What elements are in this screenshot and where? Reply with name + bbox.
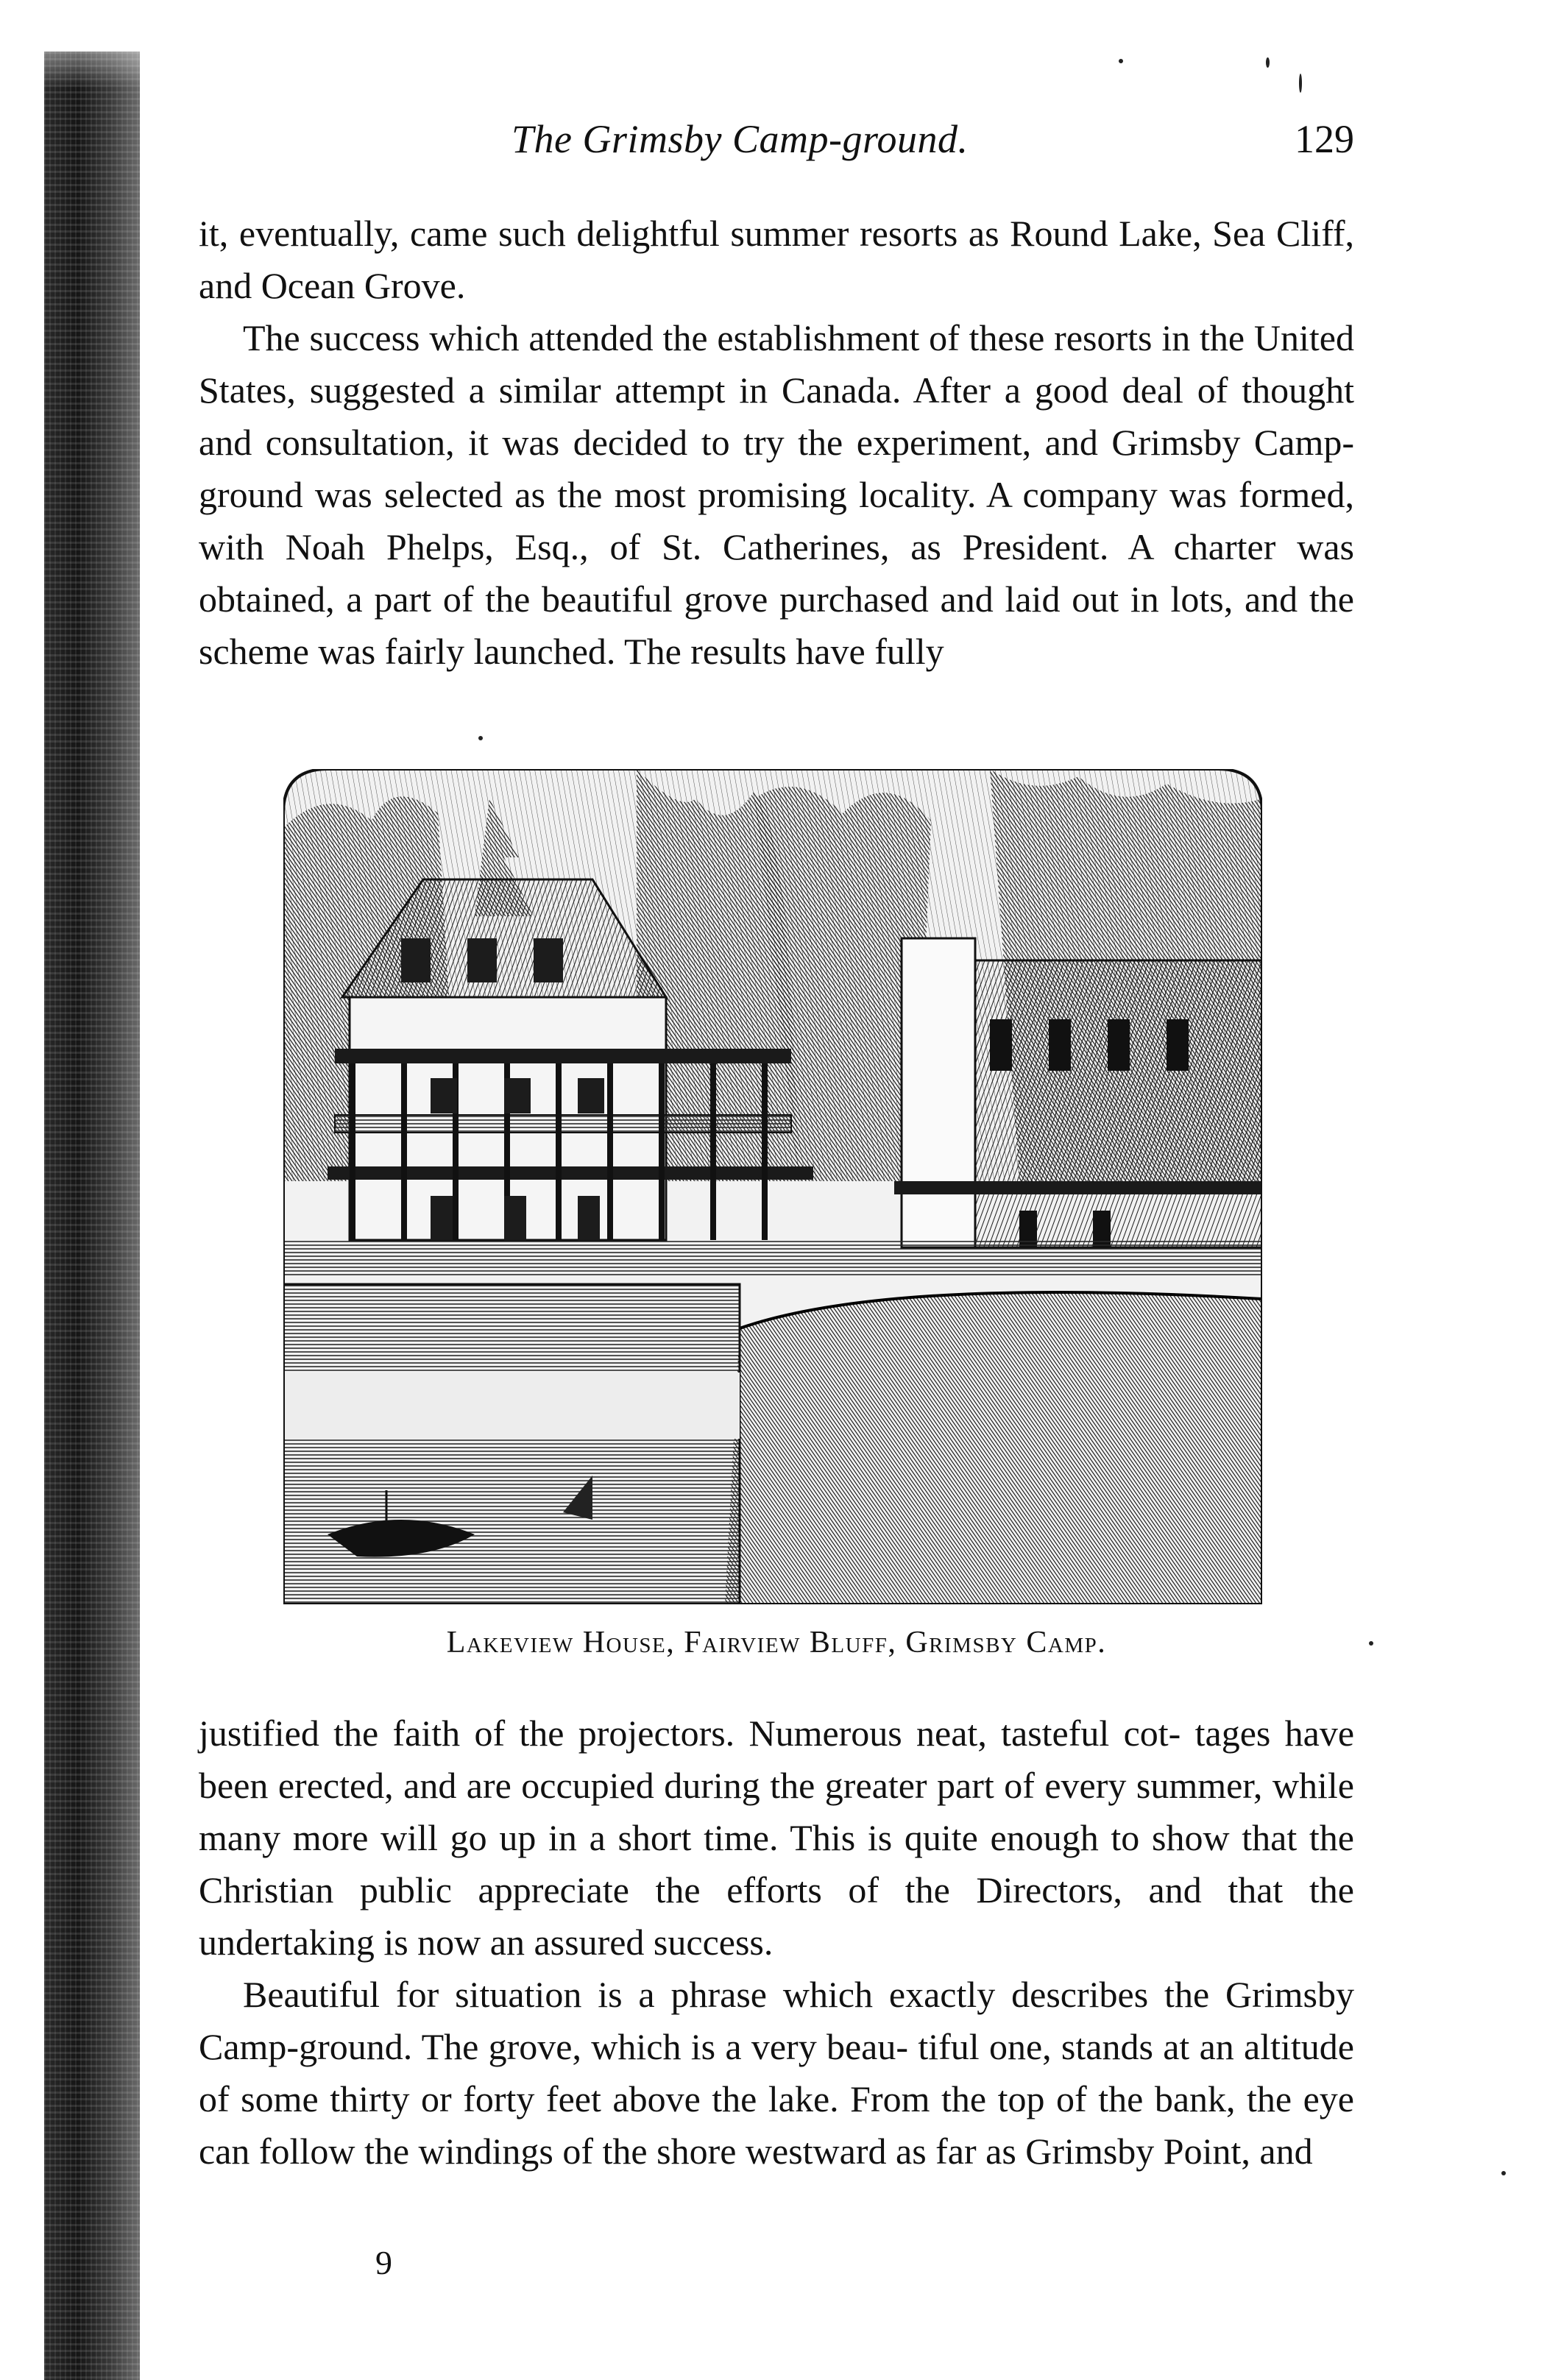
page-number: 129 — [1295, 117, 1354, 161]
text-block-bottom — [199, 1707, 1354, 2178]
paragraph — [199, 1969, 1354, 2178]
text-line: The success which attended the establishment of these resorts — [243, 317, 1153, 358]
binding-edge — [44, 52, 140, 2380]
lake-view — [283, 1284, 740, 1604]
text-line: Beautiful for situation is a phrase which exactly describes — [243, 1974, 1149, 2015]
text-line: assured success. — [534, 1922, 774, 1963]
text-line: above the lake. From the top of the bank, the eye can follow — [199, 2078, 1355, 2172]
text-line: the efforts of the Directors, and that the undertaking is now an — [199, 1869, 1354, 1963]
text-line: obtained, a part of the beautiful grove purchased and laid out in — [199, 578, 1159, 620]
scan-speck — [1501, 2171, 1506, 2175]
figure-caption: Lakeview House, Fairview Bluff, Grimsby Camp. — [446, 1626, 1107, 1660]
text-line: the Grimsby Camp-ground. The grove, which is a very beau- — [199, 1974, 1355, 2067]
text-line: tages have been erected, and are occupied during the greater part — [199, 1713, 1355, 1806]
paragraph — [199, 1707, 1354, 1969]
scan-speck — [478, 736, 483, 740]
text-line: of every summer, while many more will go up in a short time. — [199, 1765, 1354, 1858]
binding-edge-fade — [44, 0, 140, 88]
cottage — [894, 938, 1262, 1247]
scan-speck — [1299, 74, 1302, 93]
text-line: After a good deal of thought and consultation, it was decided to — [199, 369, 1354, 463]
text-line: Lake, Sea Cliff, and Ocean Grove. — [199, 213, 1354, 306]
scan-speck — [1119, 59, 1123, 63]
text-line: the windings of the shore westward as far as Grimsby Point, and — [364, 2131, 1313, 2172]
text-line: This is quite enough to show that the Christian public appreciate — [199, 1817, 1354, 1910]
text-line: justified the faith of the projectors. Numerous neat, tasteful cot- — [199, 1713, 1181, 1754]
running-title: The Grimsby Camp-ground. — [512, 117, 969, 161]
scan-speck — [1369, 1641, 1373, 1646]
text-line: the most promising locality. A company was formed, with Noah — [199, 474, 1354, 567]
text-line: in the United States, suggested a similar attempt in Canada. — [199, 317, 1355, 411]
text-line: lots, and the scheme was fairly launched. The results have fully — [199, 578, 1354, 672]
paragraph — [199, 312, 1354, 678]
page-header — [199, 116, 1354, 175]
signature-mark: 9 — [375, 2244, 392, 2281]
text-block-top — [199, 208, 1354, 678]
text-line: try the experiment, and Grimsby Camp-ground was selected as — [199, 422, 1354, 515]
text-line: Phelps, Esq., of St. Catherines, as President. A charter was — [386, 526, 1355, 567]
engraving-illustration — [283, 769, 1262, 1604]
text-line: tiful one, stands at an altitude of some thirty or forty feet — [199, 2026, 1355, 2119]
scan-speck — [1266, 57, 1270, 68]
paragraph — [199, 208, 1354, 312]
text-line: it, eventually, came such delightful summer resorts as Round — [199, 213, 1108, 254]
